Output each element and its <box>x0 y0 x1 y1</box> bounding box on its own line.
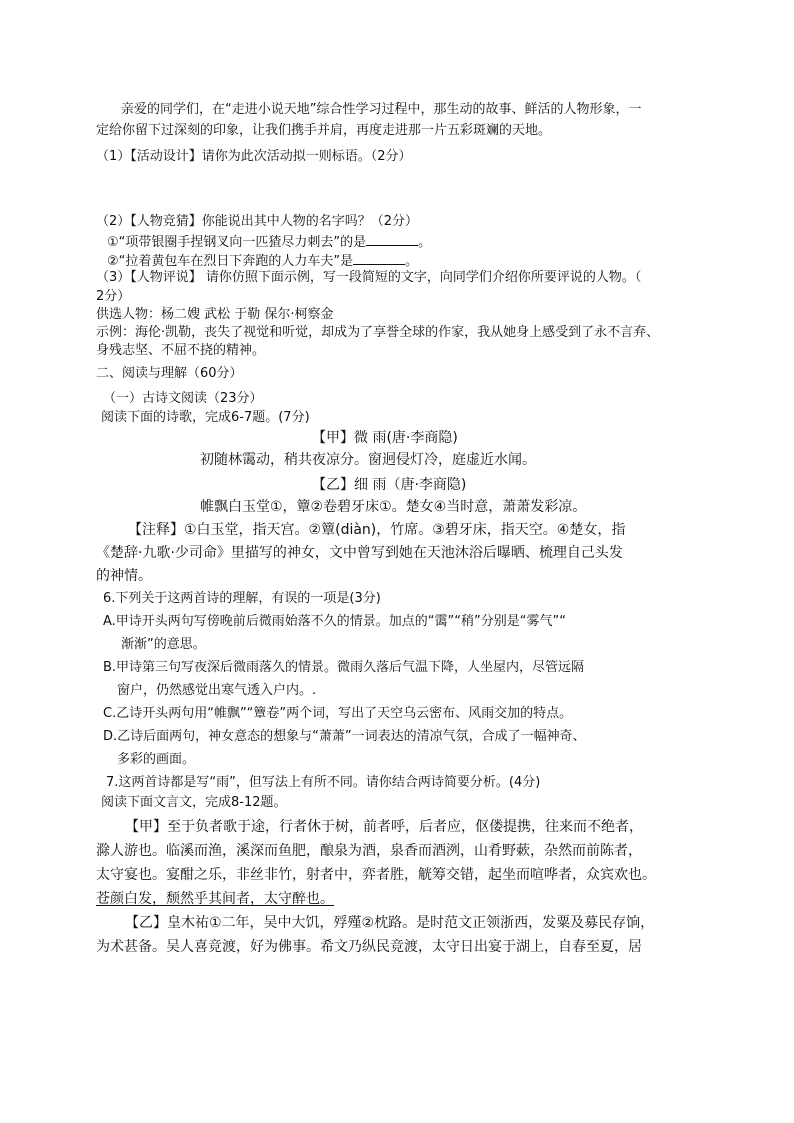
question-6-option-d-1: D.乙诗后面两句，神女意态的想象与“萧萧”一词表达的清凉气氛，合成了一幅神奇、 <box>103 729 586 744</box>
poem-b-text: 帷飘白玉堂①，簟②卷碧牙床①。楚女④当时意，萧萧发彩凉。 <box>200 499 587 515</box>
question-2-title: （2）【人物竞猜】你能说出其中人物的名字吗？（2分） <box>96 214 419 229</box>
intro-line-2: 定给你留下过深刻的印象，让我们携手并肩，再度走进那一片五彩斑斓的天地。 <box>96 123 552 138</box>
poem-b-title: 【乙】细 雨（唐·李商隐) <box>312 477 467 493</box>
question-2-item-1-end: 。 <box>418 235 432 250</box>
question-2-item-2-end: 。 <box>405 254 419 269</box>
classical-a-line-3: 太守宴也。宴酣之乐，非丝非竹，射者中，弈者胜，觥筹交错，起坐而喧哗者，众宾欢也。 <box>96 867 656 883</box>
question-3-candidates: 供选人物：杨二嫂 武松 于勒 保尔·柯察金 <box>96 307 334 322</box>
classical-a-line-4-underlined: 苍颜白发，颓然乎其间者，太守醉也。 <box>96 891 334 907</box>
poem-note-3: 的神情。 <box>96 568 152 584</box>
section-2-heading: 二、阅读与理解（60分） <box>96 366 243 381</box>
question-2-item-2 <box>107 253 418 268</box>
classical-a-line-2: 滁人游也。临溪而渔，溪深而鱼肥，酿泉为酒，泉香而酒洌，山肴野蔌，杂然而前陈者， <box>96 843 642 859</box>
answer-blank[interactable] <box>366 234 418 246</box>
poem-note-1: 【注释】①白玉堂，指天宫。②簟(diàn)，竹席。③碧牙床，指天空。④楚女，指 <box>128 522 626 538</box>
question-6-option-b-2: 窗户，仍然感觉出寒气透入户内。. <box>117 683 317 698</box>
intro-line-1: 亲爱的同学们，在“走进小说天地”综合性学习过程中，那生动的故事、鲜活的人物形象，一 <box>121 102 642 117</box>
question-2-item-1-text: ①“项带银圈手捏钢叉向一匹猹尽力刺去”的是 <box>107 235 367 250</box>
question-2-item-1 <box>107 234 431 249</box>
question-6-option-c: C.乙诗开头两句用“帷飘”“簟卷”两个词，写出了天空乌云密布、风雨交加的特点。 <box>103 706 573 721</box>
poem-a-text: 初随林霭动，稍共夜凉分。窗迥侵灯冷，庭虚近水闻。 <box>200 452 536 468</box>
part-1-title: （一）古诗文阅读（23分） <box>103 391 263 406</box>
question-6-option-a-2: 渐渐”的意思。 <box>121 637 206 652</box>
poem-a-title: 【甲】微 雨(唐·李商隐) <box>312 430 458 446</box>
question-6-stem: 6.下列关于这两首诗的理解，有误的一项是(3分) <box>103 591 381 606</box>
question-3-line-1: （3）【人物评说】 请你仿照下面示例，写一段简短的文字，向同学们介绍你所要评说的人物。（ <box>96 270 642 285</box>
question-1: （1）【活动设计】请你为此次活动拟一则标语。（2分） <box>96 149 412 164</box>
question-6-option-d-2: 多彩的画面。 <box>117 752 196 767</box>
classical-b-line-1: 【乙】皇木祐①二年，吴中大饥，殍殣②枕路。是时范文正领浙西，发粟及募民存饷， <box>125 915 655 931</box>
classical-b-line-2: 为术甚备。吴人喜竞渡，好为佛事。希文乃纵民竞渡，太守日出宴于湖上，自春至夏，居 <box>96 939 642 955</box>
question-3-line-2: 2分） <box>96 289 131 304</box>
question-3-example-2: 身残志坚、不屈不挠的精神。 <box>96 343 266 358</box>
question-7: 7.这两首诗都是写“雨”，但写法上有所不同。请你结合两诗简要分析。(4分) <box>106 775 541 790</box>
question-6-option-a-1: A.甲诗开头两句写傍晚前后微雨始落不久的情景。加点的“霭”“稍”分别是“雾气”“ <box>103 614 566 629</box>
classical-a-line-1: 【甲】至于负者歌于途，行者休于树，前者呼，后者应，伛偻提携，往来而不绝者， <box>125 819 643 835</box>
poem-note-2: 《楚辞·九歌·少司命》里描写的神女，文中曾写到她在天池沐浴后曝晒、梳理自己头发 <box>96 545 623 561</box>
question-2-item-2-text: ②“拉着黄包车在烈日下奔跑的人力车夫”是 <box>107 254 354 269</box>
part-1-instruction: 阅读下面的诗歌，完成6-7题。(7分) <box>101 410 310 425</box>
answer-blank[interactable] <box>353 253 405 265</box>
classical-instruction: 阅读下面文言文，完成8-12题。 <box>101 795 287 810</box>
question-3-example-1: 示例：海伦·凯勒，丧失了视觉和听觉，却成为了享誉全球的作家，我从她身上感受到了永不言弃、 <box>96 325 660 340</box>
question-6-option-b-1: B.甲诗第三句写夜深后微雨落久的情景。微雨久落后气温下降，人坐屋内，尽管远隔 <box>103 660 585 675</box>
